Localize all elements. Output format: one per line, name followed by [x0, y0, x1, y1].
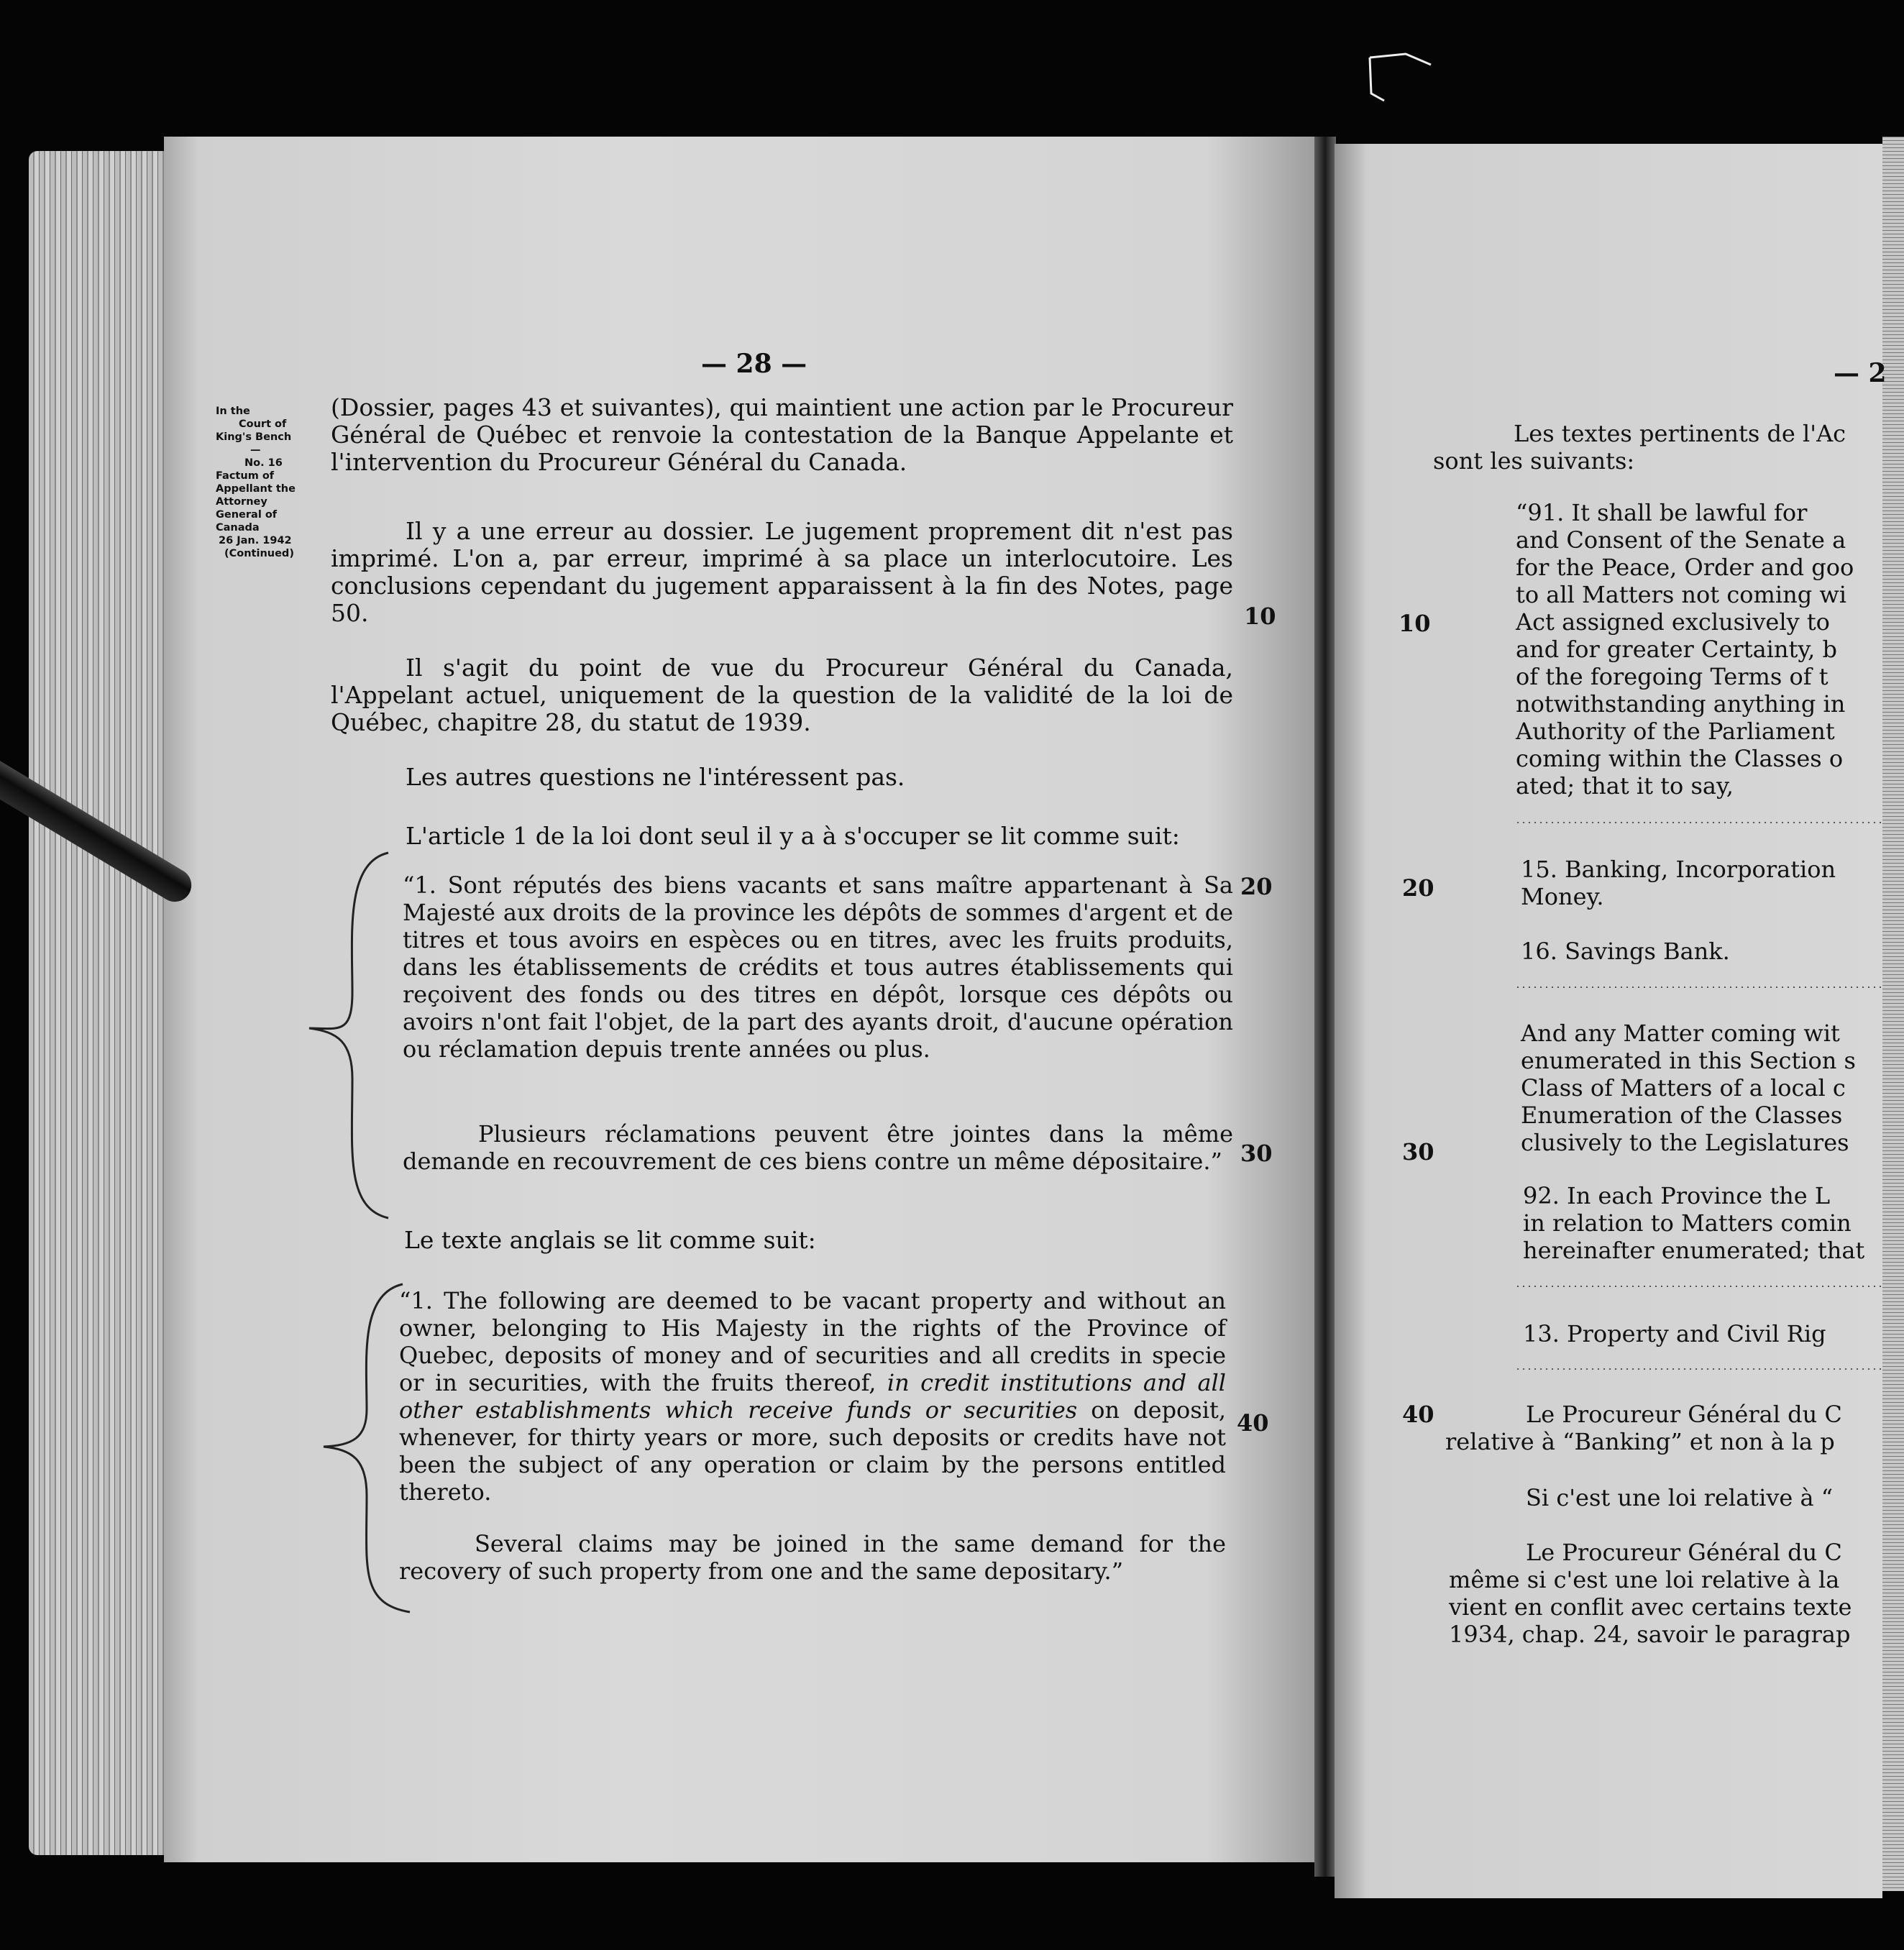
sidenote-line: Factum of	[216, 470, 275, 482]
right-text: enumerated in this Section s	[1521, 1047, 1856, 1074]
line-number: 30	[1240, 1140, 1273, 1167]
quote-french-art1-claims: Plusieurs réclamations peuvent être jointes dans la même demande en recouvrement de ces biens contre un même dépositaire.”	[403, 1120, 1233, 1175]
quote-english-claims: Several claims may be joined in the same demand for the recovery of such property from one and the same depositary.”	[399, 1530, 1226, 1585]
right-text: Enumeration of the Classes	[1521, 1102, 1843, 1129]
sidenote-line: In the	[216, 406, 250, 417]
paragraph-point-de-vue: Il s'agit du point de vue du Procureur Général du Canada, l'Appelant actuel, uniquement de la question de la validité de la loi de Québec, chapitre 28, du statut de 1939.	[331, 654, 1233, 736]
right-text: notwithstanding anything in	[1516, 690, 1846, 718]
line-number: 20	[1240, 873, 1273, 900]
quote-english-italic: in credit institutions and all other establishments which receive funds or securities	[399, 1369, 1227, 1424]
right-text: 16. Savings Bank.	[1521, 938, 1730, 965]
right-text: and Consent of the Senate a	[1516, 526, 1846, 554]
line-number-right: 30	[1402, 1138, 1434, 1166]
sidenote-line: King's Bench	[216, 431, 292, 443]
right-text: Les textes pertinents de l'Ac	[1514, 420, 1846, 447]
line-number-right: 10	[1399, 610, 1431, 637]
right-text: coming within the Classes o	[1516, 745, 1844, 772]
right-text: clusively to the Legislatures	[1521, 1129, 1849, 1156]
line-number-right: 40	[1402, 1401, 1434, 1428]
dotted-separator	[1517, 987, 1884, 988]
right-text: hereinafter enumerated; that	[1523, 1237, 1865, 1264]
sidenote-line: Canada	[216, 522, 260, 534]
right-page-edges	[1882, 137, 1904, 1891]
paragraph-texte-anglais: Le texte anglais se lit comme suit:	[404, 1226, 816, 1254]
right-text: and for greater Certainty, b	[1516, 636, 1837, 663]
line-number-right: 20	[1402, 874, 1434, 902]
book-gutter	[1314, 137, 1336, 1877]
right-text: Le Procureur Général du C	[1526, 1401, 1842, 1428]
right-text: to all Matters not coming wi	[1516, 581, 1846, 608]
dotted-separator	[1517, 1368, 1884, 1370]
right-text: relative à “Banking” et non à la p	[1445, 1428, 1835, 1455]
line-number: 10	[1244, 603, 1276, 630]
right-text: sont les suivants:	[1433, 447, 1635, 475]
right-text: 92. In each Province the L	[1523, 1182, 1831, 1209]
right-text: vient en conflit avec certains texte	[1449, 1593, 1852, 1621]
right-text: Class of Matters of a local c	[1521, 1074, 1846, 1102]
quote-english-art1	[399, 1287, 1226, 1506]
sidenote-line: —	[250, 444, 261, 456]
quote-english-text: “1. The following are deemed to be vacant property and without an owner, belonging to His Majesty in the rights of the Province of Quebec, deposits of money and of securities and all credits in specie or in securities, with the fruits thereof,	[399, 1287, 1226, 1396]
dotted-separator	[1517, 1286, 1884, 1287]
quote-french-art1: “1. Sont réputés des biens vacants et sans maître appartenant à Sa Majesté aux droits de la province les dépôts de sommes d'argent et de titres et tous avoirs en espèces ou en titres, avec les fruits produits, dans les établissements de crédits et tous autres établissements qui reçoivent des fonds ou des titres en dépôt, lorsque ces dépôts ou avoirs n'ont fait l'objet, de la part des ayants droit, d'aucune opération ou réclamation depuis trente années ou plus.	[403, 871, 1233, 1063]
right-text: 13. Property and Civil Rig	[1523, 1320, 1826, 1347]
right-text: Le Procureur Général du C	[1526, 1539, 1842, 1566]
paragraph-erreur: Il y a une erreur au dossier. Le jugement proprement dit n'est pas imprimé. L'on a, par erreur, imprimé à sa place un interlocutoire. Les conclusions cependant du jugement apparaissent à la fin des Notes, page 50.	[331, 517, 1233, 627]
right-text: And any Matter coming wit	[1521, 1020, 1840, 1047]
sidenote-line: No. 16	[244, 457, 283, 469]
sidenote-line: (Continued)	[224, 548, 294, 559]
right-text: même si c'est une loi relative à la	[1449, 1566, 1840, 1593]
line-number: 40	[1237, 1409, 1269, 1437]
quote-english-text: on deposit, whenever, for thirty years or more, such deposits or credits have not been the subject of any operation or claim by the persons entitled thereto.	[399, 1396, 1227, 1506]
sidenote-line: Court of	[239, 418, 287, 430]
brace-french	[302, 848, 395, 1222]
right-text: 15. Banking, Incorporation	[1521, 856, 1836, 883]
sidenote-line: General of	[216, 509, 278, 521]
right-text: Authority of the Parliament	[1516, 718, 1835, 745]
pencil-mark	[1363, 50, 1442, 108]
paragraph-article-1: L'article 1 de la loi dont seul il y a à s'occuper se lit comme suit:	[406, 822, 1180, 850]
dotted-separator	[1517, 822, 1884, 823]
right-page-number: — 2	[1834, 358, 1887, 388]
right-text: 1934, chap. 24, savoir le paragrap	[1449, 1621, 1851, 1648]
page-stack-edges	[29, 151, 173, 1855]
sidenote-line: 26 Jan. 1942	[219, 535, 292, 546]
paragraph-dossier: (Dossier, pages 43 et suivantes), qui maintient une action par le Procureur Général de Québec et renvoie la contestation de la Banque Appelante et l'intervention du Procureur Général du Canada.	[331, 393, 1233, 476]
sidenote-line: Appellant the	[216, 483, 296, 495]
right-text: for the Peace, Order and goo	[1516, 554, 1854, 581]
right-text: “91. It shall be lawful for	[1516, 499, 1808, 526]
right-text: Si c'est une loi relative à “	[1526, 1484, 1834, 1511]
right-text: in relation to Matters comin	[1523, 1209, 1852, 1237]
right-text: of the foregoing Terms of t	[1516, 663, 1829, 690]
right-text: ated; that it to say,	[1516, 772, 1734, 800]
sidenote-line: Attorney	[216, 496, 267, 508]
page-number: — 28 —	[701, 349, 807, 379]
paragraph-autres-questions: Les autres questions ne l'intéressent pas.	[406, 763, 905, 791]
right-text: Money.	[1521, 883, 1604, 910]
margin-sidenote	[216, 405, 324, 560]
right-text: Act assigned exclusively to	[1516, 608, 1830, 636]
